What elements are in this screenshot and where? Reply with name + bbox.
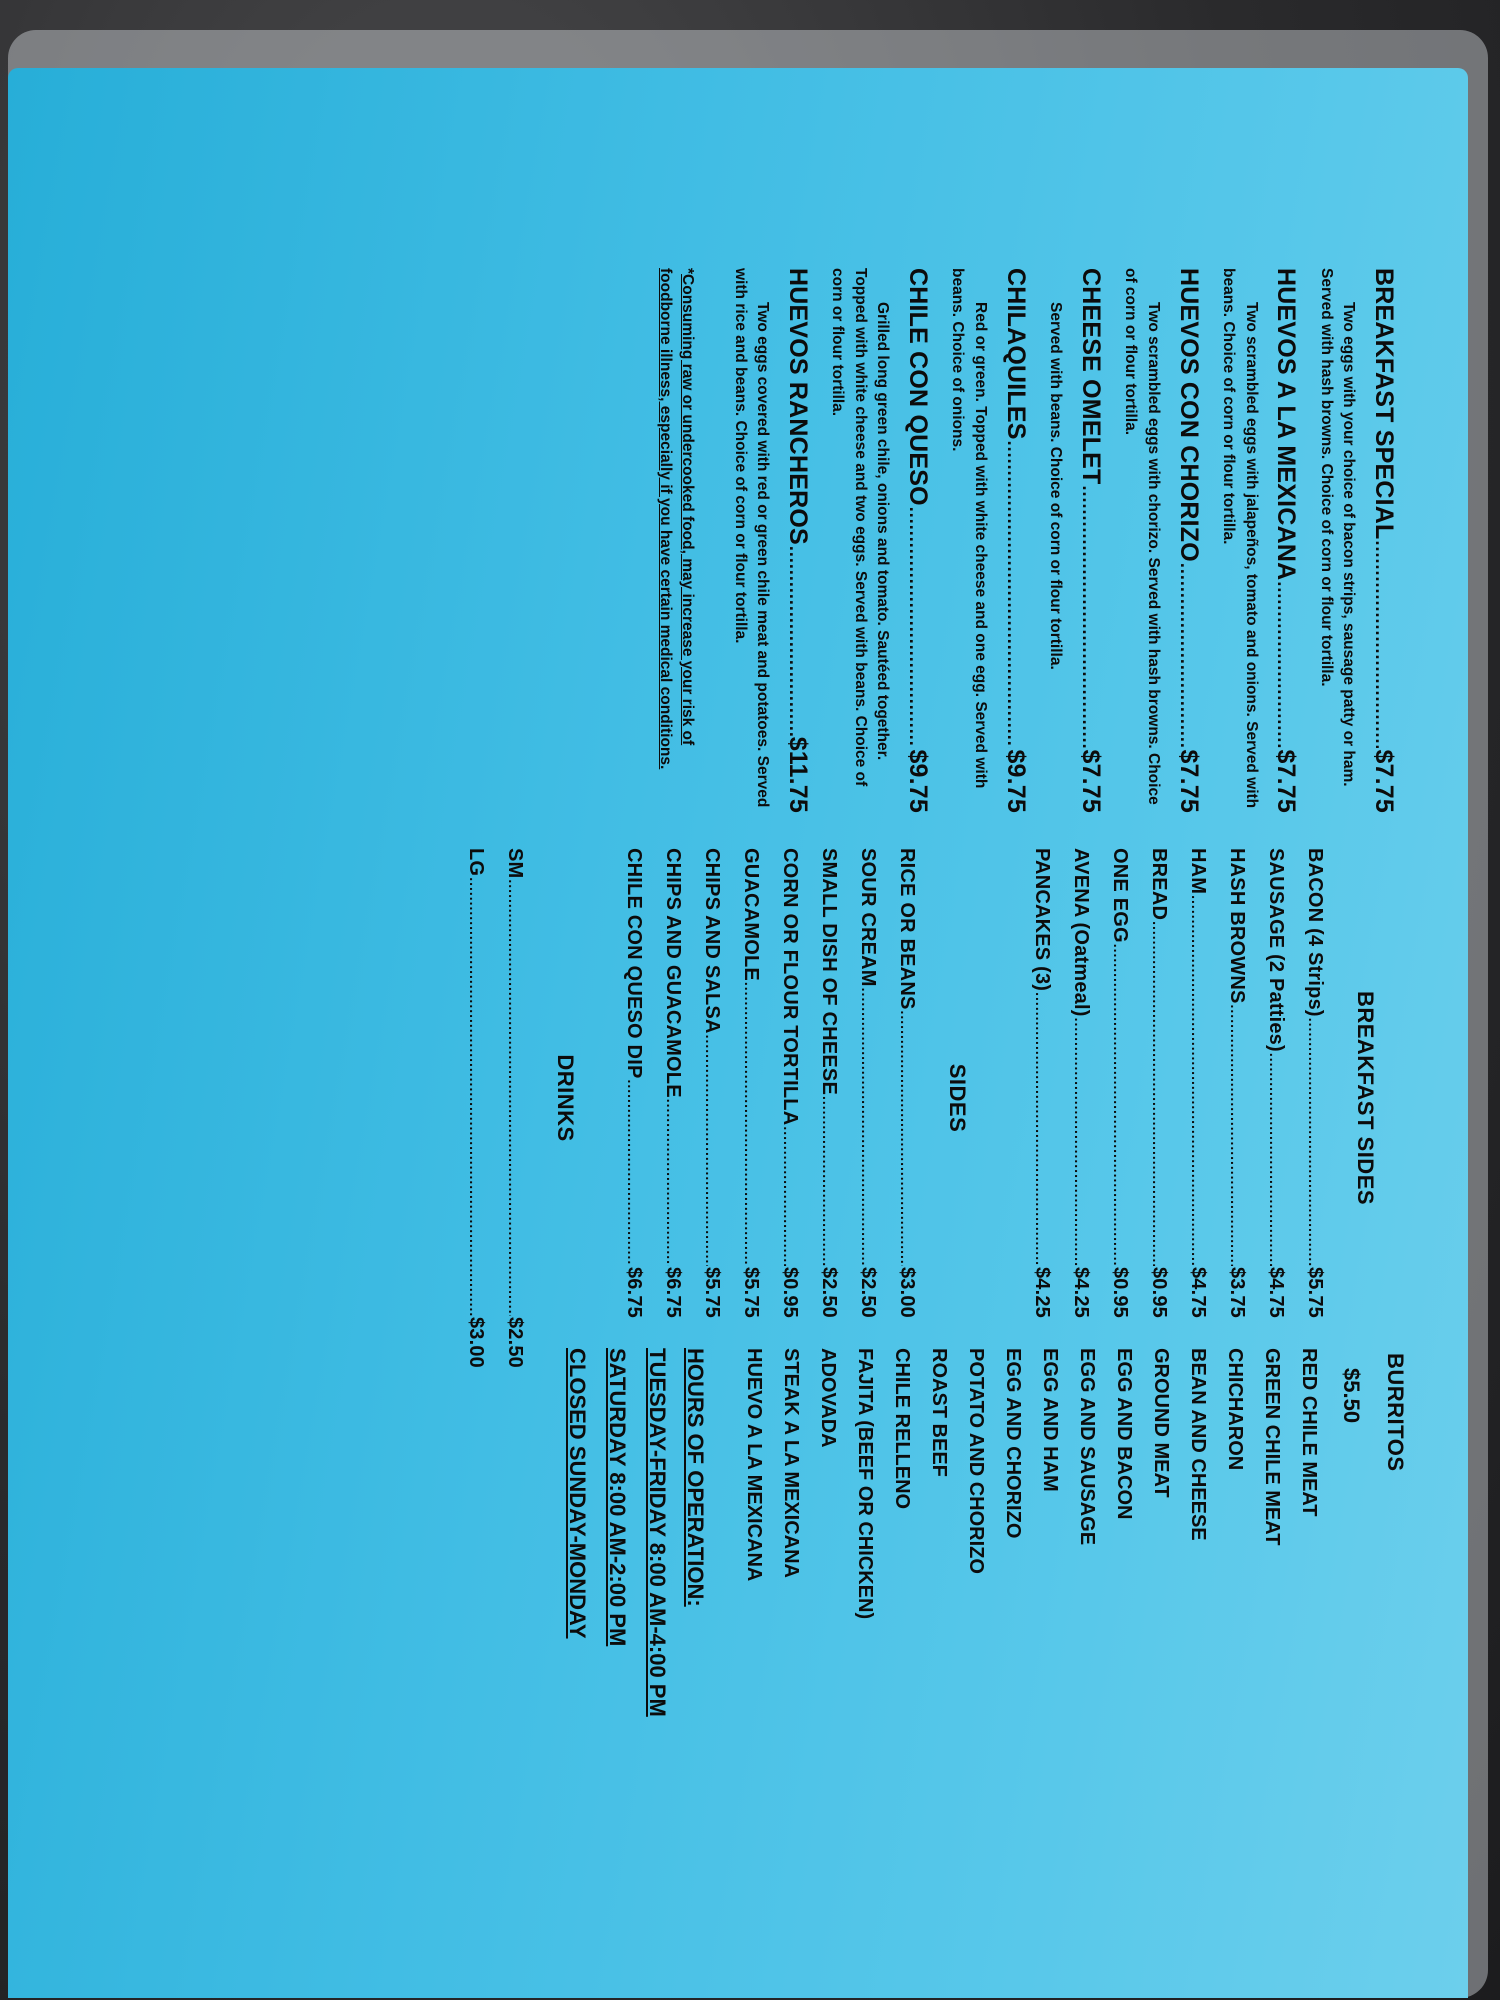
burrito-item: ADOVADA — [817, 1348, 839, 1448]
item-description: Red or green. Topped with white cheese and one egg. Served with beans. Choice of onions. — [949, 268, 989, 789]
side-item — [856, 848, 879, 1318]
side-item — [778, 848, 801, 1318]
item-name: CHEESE OMELET — [1076, 268, 1105, 485]
item-name: GUACAMOLE — [740, 848, 762, 981]
burritos-heading-text: BURRITOS — [1383, 1353, 1408, 1472]
item-price: $2.50 — [818, 1266, 840, 1318]
leader-dots — [781, 1126, 797, 1266]
item-description: Served with beans. Choice of corn or flour tortilla. — [1047, 302, 1065, 670]
breakfast-sides-heading: BREAKFAST SIDES — [1353, 990, 1378, 1206]
side-item — [1030, 848, 1053, 1318]
leader-dots — [1072, 1018, 1088, 1266]
item-name: CHILAQUILES — [1001, 268, 1030, 440]
item-price: $6.75 — [662, 1266, 684, 1318]
item-description: Two eggs covered with red or green chile meat and potatoes. Served with rice and beans. Choice of corn or flour tortilla. — [731, 268, 772, 808]
item-name: PANCAKES (3) — [1031, 848, 1053, 992]
leader-dots — [1228, 1005, 1244, 1266]
item-name: HUEVOS RANCHEROS — [783, 268, 812, 545]
menu-content — [8, 68, 1468, 1998]
leader-dots — [742, 982, 758, 1266]
leader-dots — [625, 1080, 641, 1266]
burrito-item: CHICHARON — [1224, 1348, 1246, 1471]
item-description: Two eggs with your choice of bacon strips, sausage patty or ham. Served with hash browns. Choice of corn or flour tortilla. — [1317, 268, 1358, 787]
item-name: HUEVOS CON CHORIZO — [1174, 268, 1203, 562]
item-name: CHILE CON QUESO DIP — [623, 848, 645, 1079]
leader-dots — [506, 879, 522, 1316]
drinks-heading: DRINKS — [553, 1054, 578, 1142]
item-description: Two scrambled eggs with chorizo. Served with hash browns. Choice of corn or flour tortilla. — [1122, 268, 1162, 805]
item-price: $7.75 — [1076, 749, 1105, 813]
leader-dots — [1371, 540, 1392, 748]
leader-dots — [785, 546, 806, 736]
item-name: HAM — [1187, 848, 1209, 895]
sides-heading: SIDES — [945, 1063, 970, 1133]
burritos-heading — [1382, 1348, 1408, 1908]
item-price: $3.00 — [465, 1316, 487, 1368]
leader-dots — [1150, 921, 1166, 1266]
item-price: $7.75 — [1174, 749, 1203, 813]
burrito-item: BEAN AND CHEESE — [1187, 1348, 1209, 1541]
item-price: $7.75 — [1272, 749, 1301, 813]
hours-line: SATURDAY 8:00 AM-2:00 PM — [605, 1348, 630, 1647]
leader-dots — [859, 988, 875, 1266]
side-item — [1147, 848, 1170, 1318]
item-name: SAUSAGE (2 Patties) — [1265, 848, 1287, 1052]
leader-dots — [703, 1035, 719, 1266]
item-description: Two scrambled eggs with jalapeños, tomato and onions. Served with beans. Choice of corn or flour tortilla. — [1220, 268, 1260, 809]
item-price: $4.25 — [1070, 1266, 1092, 1318]
leader-dots — [1176, 563, 1197, 749]
item-price: $3.75 — [1226, 1266, 1248, 1318]
burrito-item: HUEVO A LA MEXICANA — [743, 1348, 765, 1582]
notice-text: Consuming raw or undercooked food, may increase your risk of foodborne illness, especially if you have certain medical conditions. — [656, 268, 697, 770]
hours-title: HOURS OF OPERATION: — [683, 1348, 708, 1607]
item-price: $11.75 — [783, 736, 812, 813]
sides-column — [448, 848, 1378, 1368]
burrito-item: EGG AND HAM — [1039, 1348, 1061, 1492]
burrito-item: CHILE RELLENO — [891, 1348, 913, 1510]
burrito-item: STEAK A LA MEXICANA — [780, 1348, 802, 1578]
burrito-item: GROUND MEAT — [1150, 1348, 1172, 1498]
burrito-item: EGG AND CHORIZO — [1002, 1348, 1024, 1539]
hours-line: CLOSED SUNDAY-MONDAY — [565, 1348, 590, 1639]
burrito-item: EGG AND BACON — [1113, 1348, 1135, 1520]
item-price: $0.95 — [1148, 1266, 1170, 1318]
item-name: BREAKFAST SPECIAL — [1370, 268, 1398, 540]
item-price: $3.00 — [896, 1266, 918, 1318]
side-item — [1069, 848, 1092, 1318]
item-price: $0.95 — [779, 1266, 801, 1318]
item-price: $7.75 — [1370, 749, 1398, 813]
side-item — [739, 848, 762, 1318]
side-item — [700, 848, 723, 1318]
leader-dots — [1267, 1053, 1283, 1266]
item-name: CORN OR FLOUR TORTILLA — [779, 848, 801, 1126]
item-price: $6.75 — [623, 1266, 645, 1318]
burrito-item: ROAST BEEF — [928, 1348, 950, 1477]
drink-item — [464, 848, 487, 1368]
side-item — [1303, 848, 1326, 1318]
leader-dots — [898, 1011, 914, 1266]
item-price: $5.75 — [1304, 1266, 1326, 1318]
item-price: $2.50 — [504, 1316, 526, 1368]
item-price: $5.75 — [701, 1266, 723, 1318]
leader-dots — [664, 1099, 680, 1266]
side-item — [1108, 848, 1131, 1318]
item-name: AVENA (Oatmeal) — [1070, 848, 1092, 1017]
item-name: RICE OR BEANS — [896, 848, 918, 1010]
item-description: Grilled long green chile, onions and tomato. Sautéed together. Topped with white cheese and two eggs. Served with beans. Choice of corn or flour tortilla. — [829, 268, 892, 787]
burrito-item: FAJITA (BEEF OR CHICKEN) — [854, 1348, 876, 1620]
item-price: $4.75 — [1265, 1266, 1287, 1318]
leader-dots — [1306, 1018, 1322, 1266]
side-item — [622, 848, 645, 1318]
item-name: SM — [504, 848, 526, 879]
item-name: CHIPS AND SALSA — [701, 848, 723, 1034]
drink-item — [503, 848, 526, 1368]
item-name: ONE EGG — [1109, 848, 1131, 943]
leader-dots — [820, 1096, 836, 1266]
item-price: $4.75 — [1187, 1266, 1209, 1318]
side-item — [817, 848, 840, 1318]
item-price: $2.50 — [857, 1266, 879, 1318]
item-price: $9.75 — [1001, 749, 1030, 813]
item-price: $0.95 — [1109, 1266, 1131, 1318]
side-item — [1225, 848, 1248, 1318]
burrito-item: RED CHILE MEAT — [1298, 1348, 1320, 1517]
item-name: BACON (4 Strips) — [1304, 848, 1326, 1017]
item-name: SMALL DISH OF CHEESE — [818, 848, 840, 1095]
side-item — [661, 848, 684, 1318]
leader-dots — [905, 507, 926, 749]
item-name: CHILE CON QUESO — [904, 268, 933, 506]
item-price: $5.75 — [740, 1266, 762, 1318]
item-price: $4.25 — [1031, 1266, 1053, 1318]
leader-dots — [1003, 441, 1024, 749]
item-name: HUEVOS A LA MEXICANA — [1272, 268, 1301, 581]
item-name: LG — [465, 848, 487, 877]
leader-dots — [1189, 895, 1205, 1266]
burrito-item: POTATO AND CHORIZO — [965, 1348, 987, 1574]
side-item — [1264, 848, 1287, 1318]
hours-line: TUESDAY-FRIDAY 8:00 AM-4:00 PM — [645, 1348, 670, 1717]
notice-asterisk: * — [679, 268, 697, 275]
item-name: HASH BROWNS — [1226, 848, 1248, 1004]
item-name: CHIPS AND GUACAMOLE — [662, 848, 684, 1098]
leader-dots — [467, 877, 483, 1316]
burrito-item: EGG AND SAUSAGE — [1076, 1348, 1098, 1546]
food-safety-notice — [653, 268, 698, 813]
item-name: SOUR CREAM — [857, 848, 879, 987]
burrito-item: GREEN CHILE MEAT — [1261, 1348, 1283, 1546]
item-name: BREAD — [1148, 848, 1170, 921]
leader-dots — [1078, 486, 1099, 749]
item-price: $9.75 — [904, 749, 933, 813]
burritos-column — [550, 1348, 1408, 1908]
burritos-price: $5.50 — [1339, 1368, 1364, 1424]
leader-dots — [1111, 944, 1127, 1266]
leader-dots — [1274, 581, 1295, 748]
leader-dots — [1033, 992, 1049, 1266]
side-item — [895, 848, 918, 1318]
side-item — [1186, 848, 1209, 1318]
